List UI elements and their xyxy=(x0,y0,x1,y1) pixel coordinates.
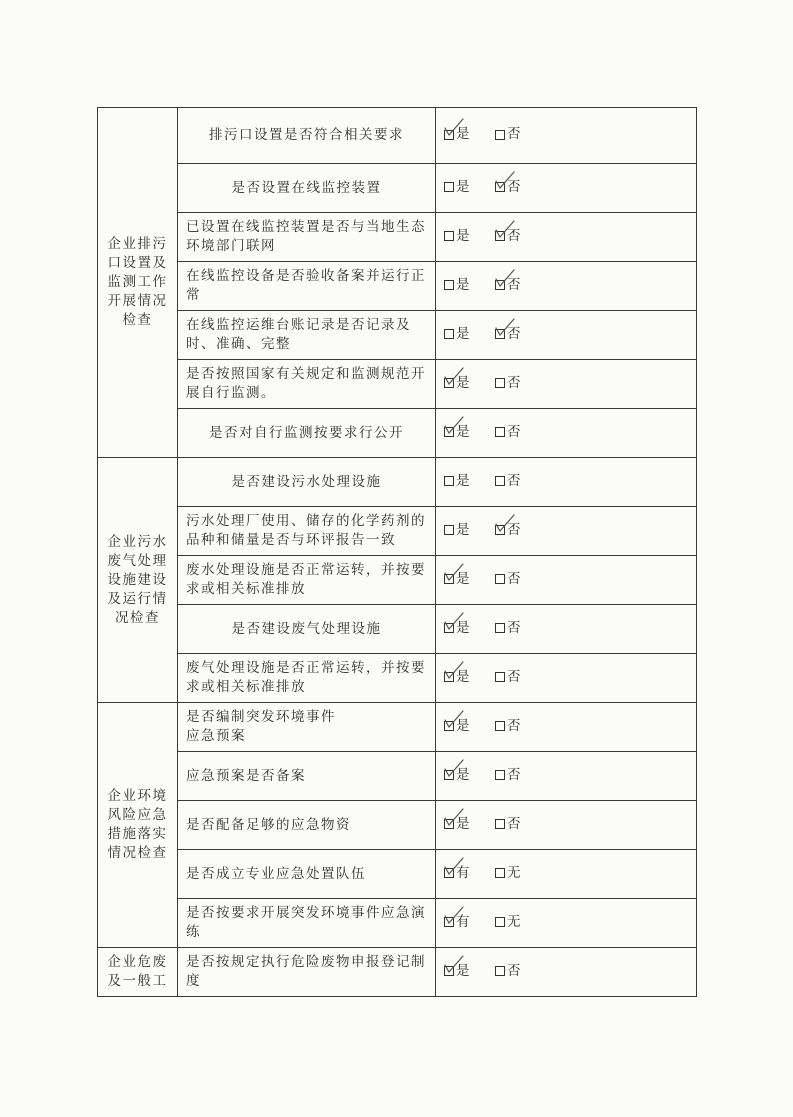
question-text: 是否设置在线监控装置 xyxy=(231,179,382,196)
question-text: 是否对自行监测按要求行公开 xyxy=(209,424,404,441)
checkbox-option[interactable] xyxy=(444,668,471,687)
checkbox-box[interactable] xyxy=(495,476,505,486)
checkbox-option[interactable] xyxy=(495,766,522,785)
checkbox-option[interactable] xyxy=(495,815,522,834)
checkbox-box[interactable] xyxy=(495,819,505,829)
checkbox-option[interactable] xyxy=(495,962,522,981)
checkbox-label: 否 xyxy=(507,668,522,685)
checkbox-box[interactable] xyxy=(444,672,454,682)
question-text: 是否建设废气处理设施 xyxy=(231,620,382,637)
checkbox-label: 无 xyxy=(507,864,522,881)
table-row xyxy=(98,507,697,556)
table-row xyxy=(98,213,697,262)
question-text: 已设置在线监控装置是否与当地生态环境部门联网 xyxy=(186,219,426,254)
question-cell xyxy=(178,703,436,752)
checkbox-option[interactable] xyxy=(495,913,522,932)
checkbox-label: 否 xyxy=(507,126,522,143)
category-cell xyxy=(98,948,178,997)
checkbox-option[interactable] xyxy=(444,178,471,197)
checkbox-label: 是 xyxy=(456,962,471,979)
checkbox-label: 否 xyxy=(507,472,522,489)
table-row xyxy=(98,108,697,164)
checkbox-box[interactable] xyxy=(495,378,505,388)
table-row xyxy=(98,801,697,850)
options-cell xyxy=(436,654,697,703)
checkbox-option[interactable] xyxy=(444,227,471,246)
checkbox-box[interactable] xyxy=(444,378,454,388)
checkbox-box[interactable] xyxy=(495,574,505,584)
table-row xyxy=(98,654,697,703)
checkbox-box[interactable] xyxy=(495,231,505,241)
category-cell xyxy=(98,703,178,948)
checkbox-option[interactable] xyxy=(444,276,471,295)
checkbox-option[interactable] xyxy=(444,423,471,442)
options-cell xyxy=(436,948,697,997)
question-cell xyxy=(178,409,436,458)
checkbox-option[interactable] xyxy=(495,125,522,144)
question-cell xyxy=(178,850,436,899)
checkbox-label: 是 xyxy=(456,374,471,391)
inspection-table xyxy=(97,107,697,997)
checkbox-label: 否 xyxy=(507,815,522,832)
checkbox-label: 有 xyxy=(456,864,471,881)
checkbox-label: 否 xyxy=(507,521,522,538)
question-cell xyxy=(178,311,436,360)
checkbox-box[interactable] xyxy=(495,770,505,780)
options-cell xyxy=(436,213,697,262)
checkbox-label: 是 xyxy=(456,126,471,143)
checkbox-option[interactable] xyxy=(444,717,471,736)
checkbox-box[interactable] xyxy=(495,182,505,192)
checkbox-option[interactable] xyxy=(444,962,471,981)
question-cell xyxy=(178,108,436,164)
checkbox-label: 是 xyxy=(456,325,471,342)
table-row xyxy=(98,311,697,360)
checkbox-option[interactable] xyxy=(495,374,522,393)
checkbox-label: 否 xyxy=(507,325,522,342)
checkbox-option[interactable] xyxy=(444,619,471,638)
checkbox-box[interactable] xyxy=(444,280,454,290)
checkbox-label: 有 xyxy=(456,913,471,930)
category-label: 企业污水废气处理设施建设及运行情况检查 xyxy=(107,533,168,626)
checkbox-option[interactable] xyxy=(495,570,522,589)
checkbox-box[interactable] xyxy=(444,427,454,437)
checkbox-box[interactable] xyxy=(444,329,454,339)
table-row xyxy=(98,752,697,801)
options-cell xyxy=(436,752,697,801)
question-cell xyxy=(178,605,436,654)
checkbox-box[interactable] xyxy=(495,966,505,976)
checkbox-option[interactable] xyxy=(495,521,522,540)
checkbox-box[interactable] xyxy=(495,721,505,731)
checkbox-box[interactable] xyxy=(444,917,454,927)
question-cell xyxy=(178,556,436,605)
checkbox-label: 是 xyxy=(456,815,471,832)
table-row xyxy=(98,262,697,311)
checkbox-option[interactable] xyxy=(495,472,522,491)
table-row xyxy=(98,556,697,605)
checkbox-box[interactable] xyxy=(444,574,454,584)
question-text: 在线监控运维台账记录是否记录及时、准确、完整 xyxy=(186,317,411,352)
question-text: 排污口设置是否符合相关要求 xyxy=(209,127,404,143)
checkbox-option[interactable] xyxy=(444,766,471,785)
question-cell xyxy=(178,213,436,262)
options-cell xyxy=(436,899,697,948)
checkbox-label: 否 xyxy=(507,276,522,293)
checkbox-label: 是 xyxy=(456,619,471,636)
checkbox-option[interactable] xyxy=(444,815,471,834)
question-cell xyxy=(178,360,436,409)
category-label: 企业危废及一般工 xyxy=(107,954,168,989)
question-cell xyxy=(178,164,436,213)
checkbox-option[interactable] xyxy=(495,864,522,883)
checkbox-option[interactable] xyxy=(495,717,522,736)
table-row xyxy=(98,850,697,899)
checkbox-label: 是 xyxy=(456,178,471,195)
options-cell xyxy=(436,164,697,213)
question-text: 是否建设污水处理设施 xyxy=(231,473,382,490)
checkbox-option[interactable] xyxy=(495,276,522,295)
checkbox-label: 是 xyxy=(456,668,471,685)
checkbox-box[interactable] xyxy=(444,966,454,976)
checkbox-label: 是 xyxy=(456,227,471,244)
checkbox-label: 是 xyxy=(456,766,471,783)
checkbox-box[interactable] xyxy=(495,329,505,339)
checkbox-box[interactable] xyxy=(444,231,454,241)
options-cell xyxy=(436,703,697,752)
checkbox-box[interactable] xyxy=(495,427,505,437)
category-label: 企业环境风险应急措施落实情况检查 xyxy=(107,788,168,861)
table-row xyxy=(98,899,697,948)
options-cell xyxy=(436,458,697,507)
options-cell xyxy=(436,311,697,360)
question-text: 污水处理厂使用、储存的化学药剂的品种和储量是否与环评报告一致 xyxy=(186,513,426,548)
checkbox-box[interactable] xyxy=(444,721,454,731)
checkbox-option[interactable] xyxy=(444,374,471,393)
checkbox-option[interactable] xyxy=(444,325,471,344)
question-cell xyxy=(178,752,436,801)
checkbox-box[interactable] xyxy=(444,819,454,829)
options-cell xyxy=(436,507,697,556)
table-row xyxy=(98,703,697,752)
table-row xyxy=(98,948,697,997)
options-cell xyxy=(436,801,697,850)
table-row xyxy=(98,409,697,458)
checkbox-label: 是 xyxy=(456,423,471,440)
checkbox-option[interactable] xyxy=(495,423,522,442)
checkbox-option[interactable] xyxy=(444,864,471,883)
checkbox-option[interactable] xyxy=(495,227,522,246)
category-cell xyxy=(98,458,178,703)
question-cell xyxy=(178,458,436,507)
checkbox-option[interactable] xyxy=(495,619,522,638)
table-row xyxy=(98,458,697,507)
checkbox-box[interactable] xyxy=(444,182,454,192)
checkbox-label: 无 xyxy=(507,913,522,930)
checkbox-box[interactable] xyxy=(444,623,454,633)
question-text: 应急预案是否备案 xyxy=(186,767,306,784)
question-text: 是否按照国家有关规定和监测规范开展自行监测。 xyxy=(186,366,426,401)
checkbox-box[interactable] xyxy=(495,525,505,535)
question-text: 废水处理设施是否正常运转，并按要求或相关标准排放 xyxy=(186,562,426,597)
options-cell xyxy=(436,360,697,409)
checkbox-label: 是 xyxy=(456,276,471,293)
checkbox-label: 否 xyxy=(507,962,522,979)
options-cell xyxy=(436,262,697,311)
question-cell xyxy=(178,507,436,556)
checkbox-box[interactable] xyxy=(495,280,505,290)
checkbox-box[interactable] xyxy=(444,476,454,486)
options-cell xyxy=(436,108,697,164)
table-row xyxy=(98,360,697,409)
checkbox-option[interactable] xyxy=(444,913,471,932)
question-cell xyxy=(178,801,436,850)
checkbox-option[interactable] xyxy=(444,472,471,491)
table-row xyxy=(98,164,697,213)
checkbox-box[interactable] xyxy=(495,868,505,878)
checkbox-label: 是 xyxy=(456,570,471,587)
category-cell xyxy=(98,108,178,458)
question-text: 是否按要求开展突发环境事件应急演练 xyxy=(186,905,426,940)
checkbox-label: 否 xyxy=(507,717,522,734)
checkbox-box[interactable] xyxy=(444,130,454,140)
checkbox-label: 是 xyxy=(456,717,471,734)
checkbox-label: 是 xyxy=(456,472,471,489)
question-cell xyxy=(178,899,436,948)
checkbox-box[interactable] xyxy=(495,130,505,140)
checkbox-box[interactable] xyxy=(495,623,505,633)
checkbox-label: 是 xyxy=(456,521,471,538)
checkbox-box[interactable] xyxy=(495,672,505,682)
table-row xyxy=(98,605,697,654)
options-cell xyxy=(436,556,697,605)
question-cell xyxy=(178,948,436,997)
checkbox-box[interactable] xyxy=(444,525,454,535)
question-text: 废气处理设施是否正常运转，并按要求或相关标准排放 xyxy=(186,660,426,695)
checkbox-label: 否 xyxy=(507,178,522,195)
options-cell xyxy=(436,605,697,654)
checkbox-option[interactable] xyxy=(444,570,471,589)
question-text: 是否编制突发环境事件应急预案 xyxy=(186,709,336,744)
checkbox-option[interactable] xyxy=(495,178,522,197)
checkbox-label: 否 xyxy=(507,227,522,244)
checkbox-box[interactable] xyxy=(444,868,454,878)
question-cell xyxy=(178,262,436,311)
checkbox-label: 否 xyxy=(507,619,522,636)
question-text: 在线监控设备是否验收备案并运行正常 xyxy=(186,268,426,303)
checkbox-label: 否 xyxy=(507,374,522,391)
options-cell xyxy=(436,409,697,458)
checkbox-label: 否 xyxy=(507,423,522,440)
question-cell xyxy=(178,654,436,703)
checkbox-option[interactable] xyxy=(444,125,471,144)
checkbox-label: 否 xyxy=(507,766,522,783)
checkbox-option[interactable] xyxy=(495,668,522,687)
options-cell xyxy=(436,850,697,899)
question-text: 是否按规定执行危险废物申报登记制度 xyxy=(186,954,426,989)
checkbox-box[interactable] xyxy=(444,770,454,780)
checkbox-option[interactable] xyxy=(444,521,471,540)
checkbox-option[interactable] xyxy=(495,325,522,344)
question-text: 是否成立专业应急处置队伍 xyxy=(186,865,366,882)
question-text: 是否配备足够的应急物资 xyxy=(186,816,351,833)
checkbox-box[interactable] xyxy=(495,917,505,927)
checkbox-label: 否 xyxy=(507,570,522,587)
category-label: 企业排污口设置及监测工作开展情况检查 xyxy=(107,236,168,328)
